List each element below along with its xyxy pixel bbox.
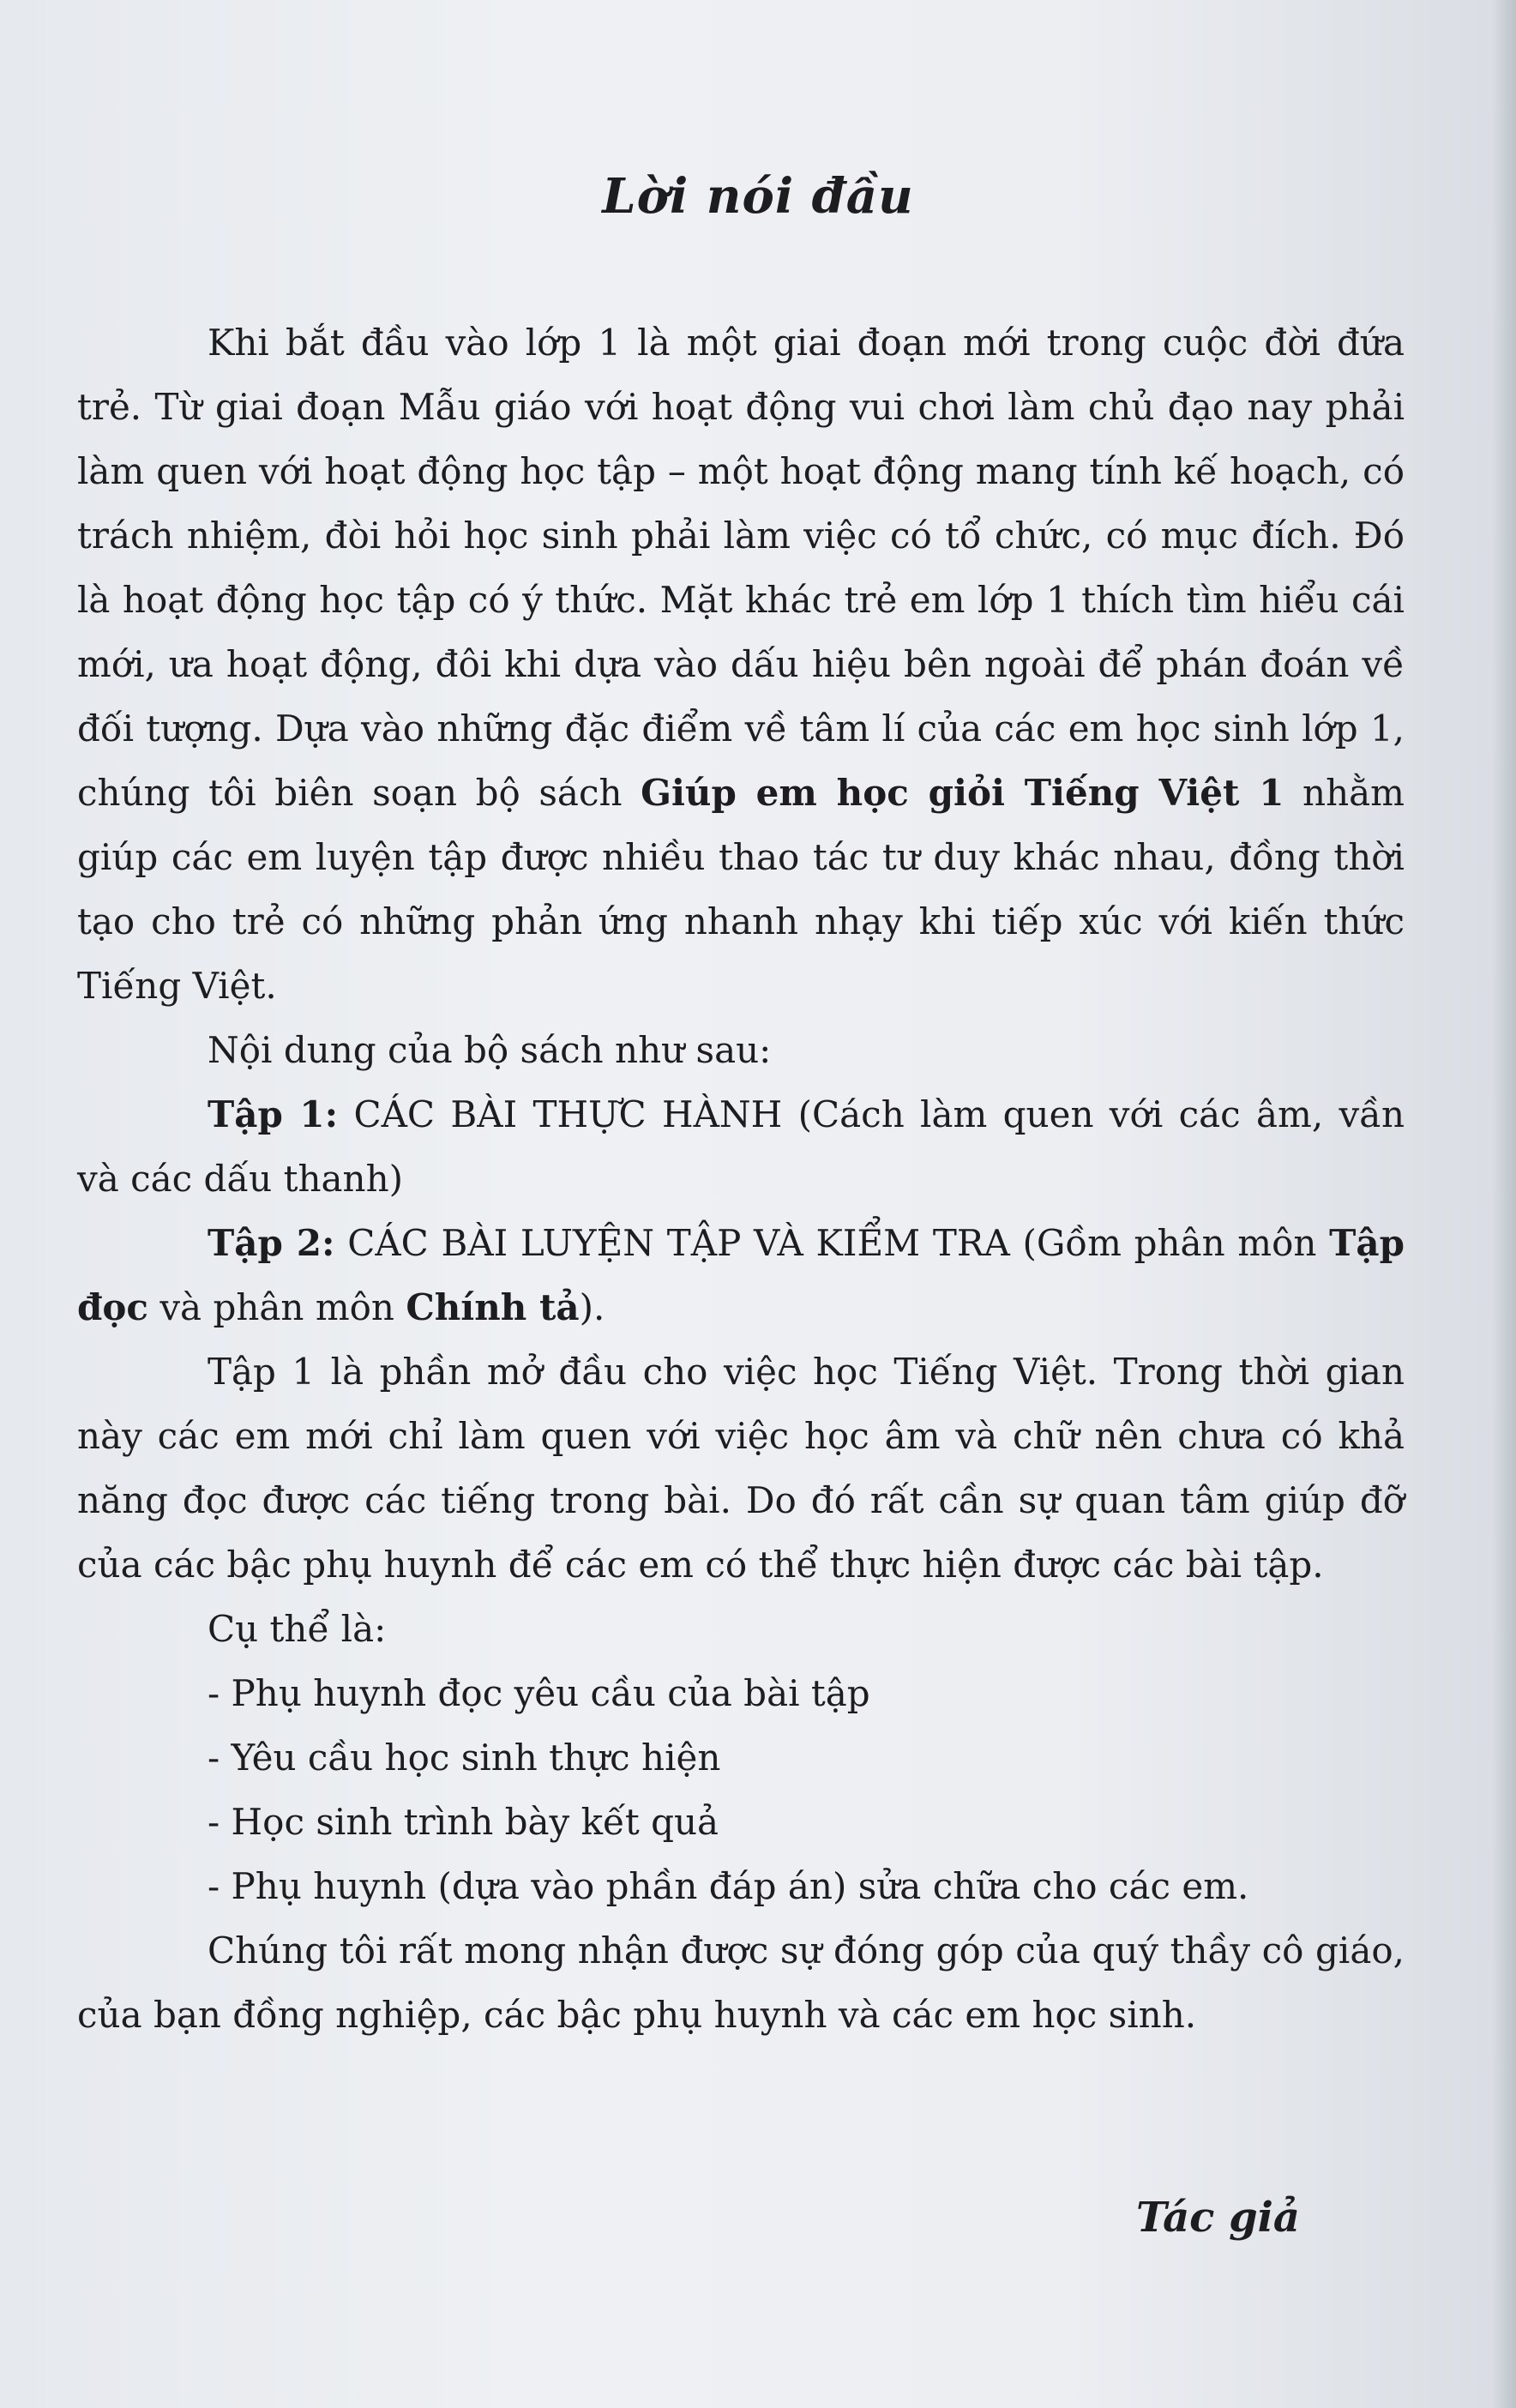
list-item: - Phụ huynh (dựa vào phần đáp án) sửa chữa cho các em. [208, 1865, 1249, 1907]
list-item: - Học sinh trình bày kết quả [208, 1801, 719, 1843]
volume-2-text-1: CÁC BÀI LUYỆN TẬP VÀ KIỂM TRA (Gồm phân môn [334, 1222, 1330, 1264]
intro-text-1: Khi bắt đầu vào lớp 1 là một giai đoạn mới trong cuộc đời đứa trẻ. Từ giai đoạn Mẫu giáo với hoạt động vui chơi làm chủ đạo nay phải làm quen với hoạt động học tập – một hoạt động mang tính kế hoạch, có trách nhiệm, đòi hỏi học sinh phải làm việc có tổ chức, có mục đích. Đó là hoạt động học tập có ý thức. Mặt khác trẻ em lớp 1 thích tìm hiểu cái mới, ưa hoạt động, đôi khi dựa vào dấu hiệu bên ngoài để phán đoán về đối tượng. Dựa vào những đặc điểm về tâm lí của các em học sinh lớp 1, chúng tôi biên soạn bộ sách [77, 322, 1405, 814]
page-edge-shadow [1492, 0, 1516, 2408]
list-item: - Yêu cầu học sinh thực hiện [208, 1737, 721, 1779]
volume-1-note: Tập 1 là phần mở đầu cho việc học Tiếng Việt. Trong thời gian này các em mới chỉ làm quen với việc học âm và chữ nên chưa có khả năng đọc được các tiếng trong bài. Do đó rất cần sự quan tâm giúp đỡ của các bậc phụ huynh để các em có thể thực hiện được các bài tập. [77, 1351, 1405, 1586]
preface-body [77, 310, 1405, 2047]
volume-2-text-3: ). [579, 1286, 605, 1328]
volume-2-label: Tập 2: [208, 1222, 335, 1264]
volume-1-label: Tập 1: [208, 1093, 339, 1135]
author-signature: Tác giả [1135, 2194, 1300, 2242]
volume-2-paragraph [77, 1211, 1405, 1339]
specifics-intro: Cụ thể là: [208, 1608, 387, 1650]
volume-2-text-2: và phân môn [147, 1286, 406, 1328]
list-item: - Phụ huynh đọc yêu cầu của bài tập [208, 1672, 870, 1714]
content-intro: Nội dung của bộ sách như sau: [208, 1029, 772, 1071]
volume-1-text: CÁC BÀI THỰC HÀNH (Cách làm quen với các âm, vần và các dấu thanh) [77, 1093, 1405, 1200]
book-title: Giúp em học giỏi Tiếng Việt 1 [641, 772, 1284, 814]
intro-paragraph [77, 310, 1405, 1018]
page-title: Lời nói đầu [602, 168, 914, 225]
steps-list [77, 1661, 1405, 1918]
intro-text-2: nhằm giúp các em luyện tập được nhiều thao tác tư duy khác nhau, đồng thời tạo cho trẻ có những phản ứng nhanh nhạy khi tiếp xúc với kiến thức Tiếng Việt. [77, 772, 1405, 1007]
subject-spelling: Chính tả [406, 1286, 580, 1328]
closing-paragraph: Chúng tôi rất mong nhận được sự đóng góp của quý thầy cô giáo, của bạn đồng nghiệp, các bậc phụ huynh và các em học sinh. [77, 1929, 1405, 2036]
subject-reading: Tập đọc [77, 1222, 1405, 1328]
volume-1-paragraph [77, 1082, 1405, 1211]
